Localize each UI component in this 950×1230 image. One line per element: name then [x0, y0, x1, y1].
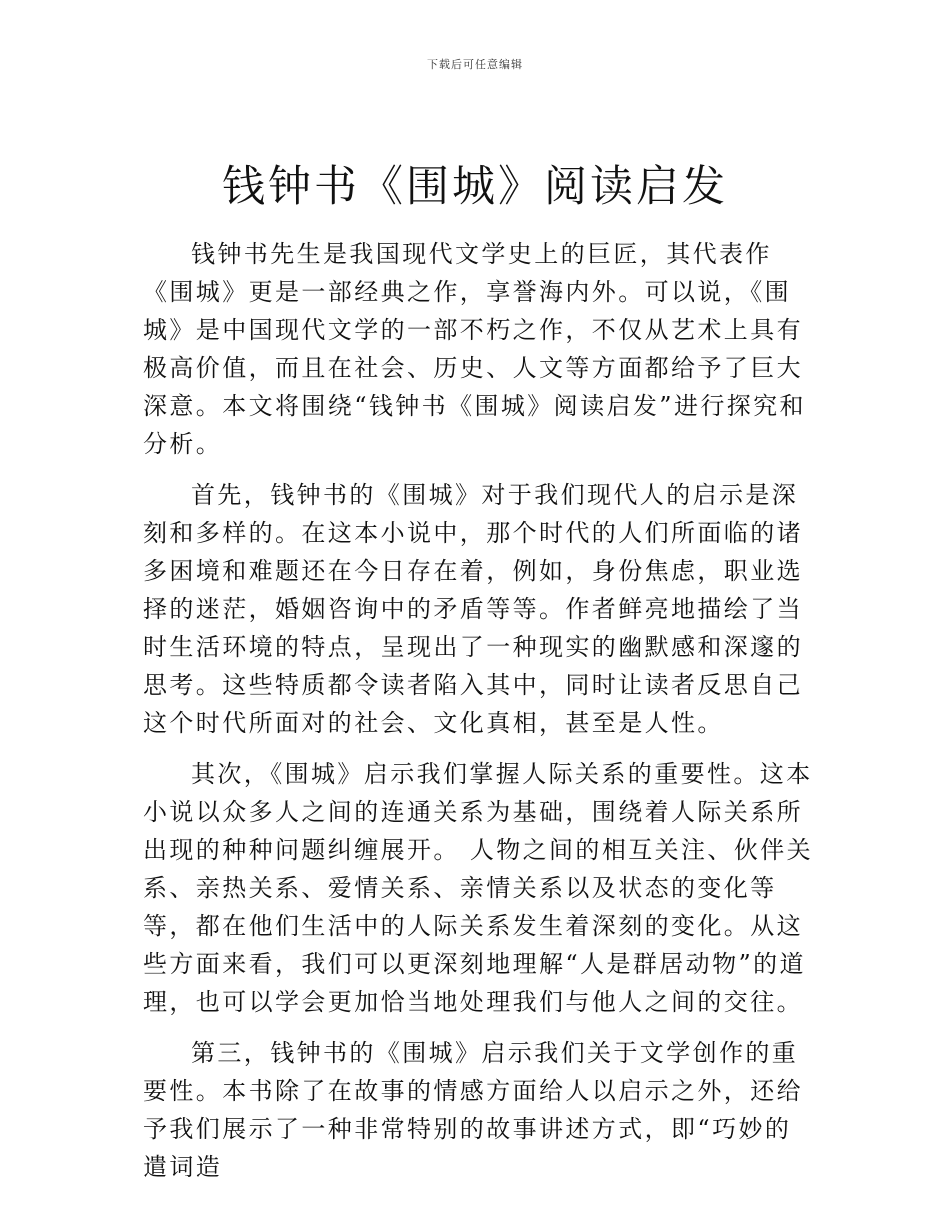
page-header-note: 下载后可任意编辑: [427, 58, 523, 71]
paragraph-second-point: 其次，《围城》启示我们掌握人际关系的重要性。这本小说以众多人之间的连通关系为基础，围绕着人际关系所出现的种种问题纠缠展开。 人物之间的相互关注、伙伴关系、亲热关系、爱情关系、亲情关系以及状态的变化等等，都在他们生活中的人际关系发生着深刻的变化。从这些方面来看，我们可以更深刻地理解“人是群居动物”的道理，也可以学会更加恰当地处理我们与他人之间的交往。: [143, 760, 814, 1016]
paragraph-third-point: 第三，钱钟书的《围城》启示我们关于文学创作的重要性。本书除了在故事的情感方面给人以启示之外，还给予我们展示了一种非常特别的故事讲述方式，即“巧妙的遣词造: [143, 1039, 803, 1181]
paragraph-first-point: 首先，钱钟书的《围城》对于我们现代人的启示是深刻和多样的。在这本小说中，那个时代的人们所面临的诸多困境和难题还在今日存在着，例如，身份焦虑，职业选择的迷茫，婚姻咨询中的矛盾等等。作者鲜亮地描绘了当时生活环境的特点，呈现出了一种现实的幽默感和深邃的思考。这些特质都令读者陷入其中，同时让读者反思自己这个时代所面对的社会、文化真相，甚至是人性。: [143, 481, 803, 737]
document-body: [143, 235, 815, 1199]
paragraph-intro: 钱钟书先生是我国现代文学史上的巨匠，其代表作《围城》更是一部经典之作，享誉海内外。可以说，《围城》是中国现代文学的一部不朽之作，不仅从艺术上具有极高价值，而且在社会、历史、人文等方面都给予了巨大深意。本文将围绕“钱钟书《围城》阅读启发”进行探究和分析。: [143, 240, 806, 458]
document-title: 钱钟书《围城》阅读启发: [222, 162, 728, 212]
